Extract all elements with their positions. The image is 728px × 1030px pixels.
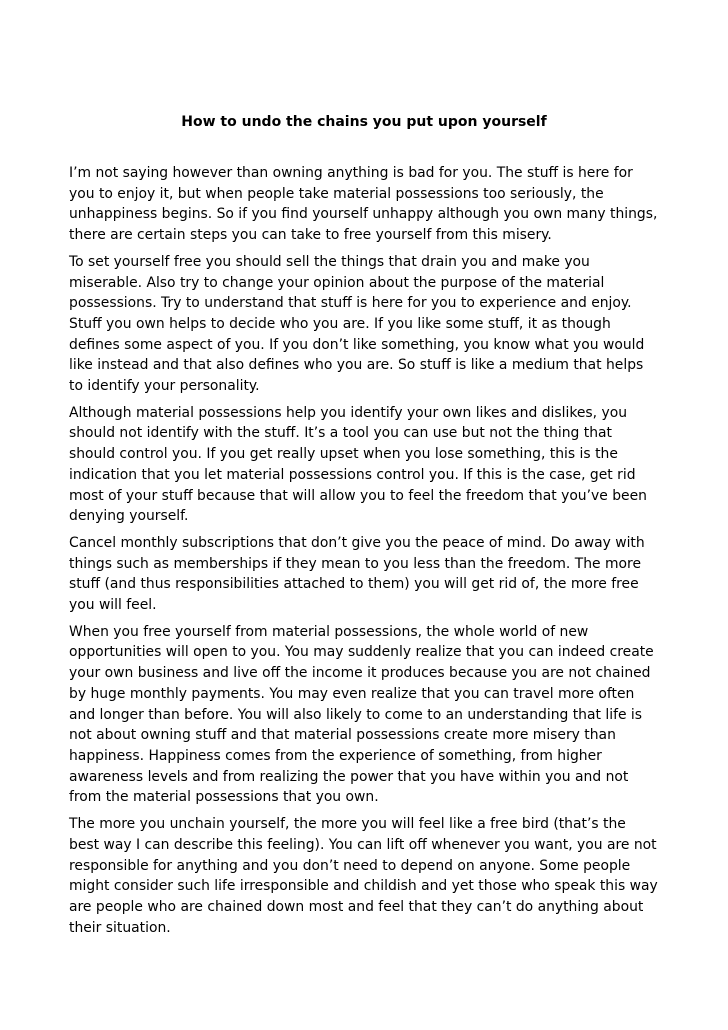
paragraph-3: Although material possessions help you identify your own likes and dislikes, you should not identify with the stuff. It’s a tool you can use but not the thing that should control you. If you get really upset when you lose something, this is the indication that you let material possessions control you. If this is the case, get rid most of your stuff because that will allow you to feel the freedom that you’ve been denying yourself.	[69, 404, 647, 525]
paragraph-4: Cancel monthly subscriptions that don’t give you the peace of mind. Do away with things such as memberships if they mean to you less than the freedom. The more stuff (and thus responsibilities attached to them) you will get rid of, the more free you will feel.	[69, 534, 645, 614]
document-body	[69, 163, 659, 944]
paragraph-5: When you free yourself from material possessions, the whole world of new opportunities will open to you. You may suddenly realize that you can indeed create your own business and live off the income it produces because you are not chained by huge monthly payments. You may even realize that you can travel more often and longer than before. You will also likely to come to an understanding that life is not about owning stuff and that material possessions create more misery than happiness. Happiness comes from the experience of something, from higher awareness levels and from realizing the power that you have within you and not from the material possessions that you own.	[69, 623, 654, 806]
document-title: How to undo the chains you put upon yourself	[181, 114, 547, 130]
paragraph-2: To set yourself free you should sell the things that drain you and make you miserable. Also try to change your opinion about the purpose of the material possessions. Try to understand that stuff is here for you to experience and enjoy. Stuff you own helps to decide who you are. If you like some stuff, it as though defines some aspect of you. If you don’t like something, you know what you would like instead and that also defines who you are. So stuff is like a medium that helps to identify your personality.	[69, 253, 645, 395]
paragraph-1: I’m not saying however than owning anything is bad for you. The stuff is here for you to enjoy it, but when people take material possessions too seriously, the unhappiness begins. So if you find yourself unhappy although you own many things, there are certain steps you can take to free yourself from this misery.	[69, 165, 658, 244]
paragraph-6: The more you unchain yourself, the more you will feel like a free bird (that’s the best way I can describe this feeling). You can lift off whenever you want, you are not responsible for anything and you don’t need to depend on anyone. Some people might consider such life irresponsible and childish and yet those who speak this way are people who are chained down most and feel that they can’t do anything about their situation.	[69, 816, 658, 936]
